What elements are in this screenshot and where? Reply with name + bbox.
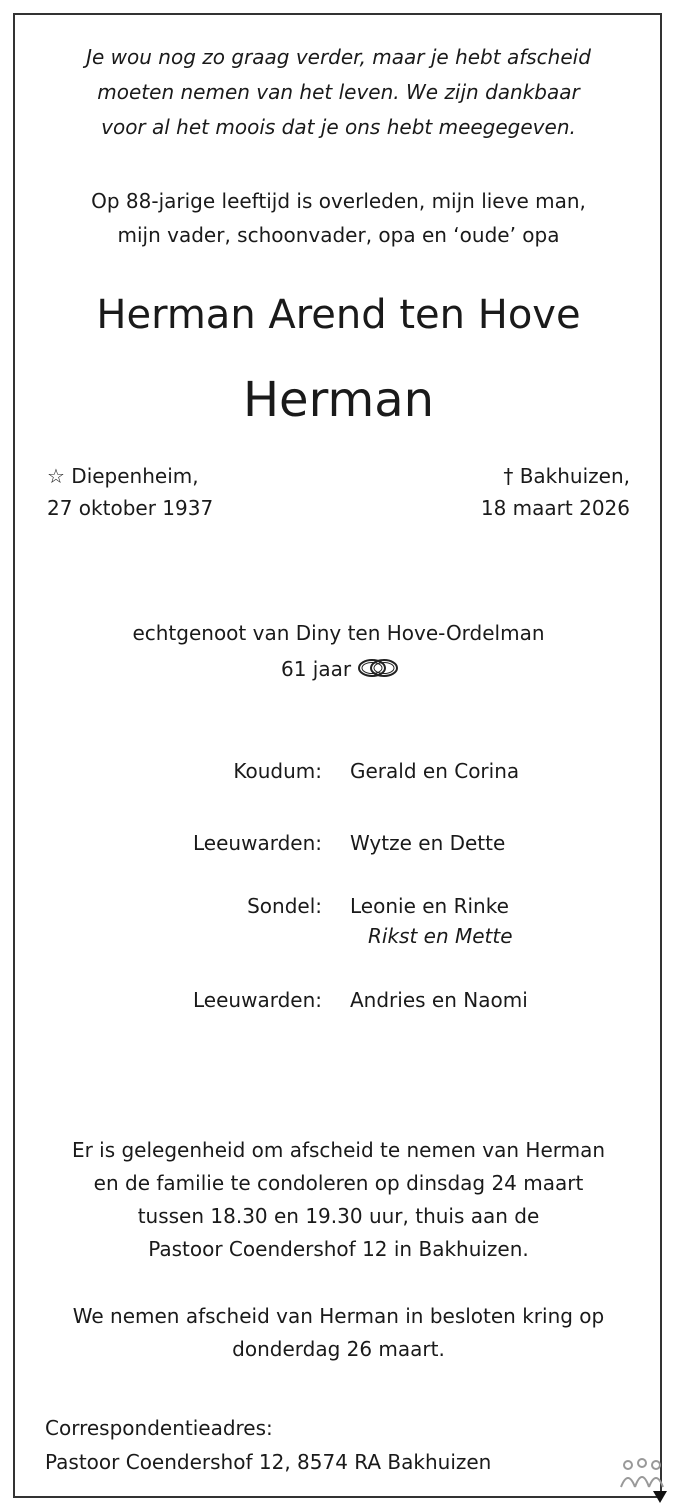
farewell-line: We nemen afscheid van Herman in besloten kring op bbox=[72, 1304, 605, 1328]
family-names: Gerald en Corina bbox=[350, 759, 520, 783]
birth-date: 27 oktober 1937 bbox=[47, 496, 214, 520]
correspondence-address: Pastoor Coendershof 12, 8574 RA Bakhuizen bbox=[45, 1450, 492, 1474]
call-name: Herman bbox=[242, 372, 435, 428]
birth-place-line bbox=[47, 464, 199, 488]
family-place: Sondel: bbox=[247, 894, 322, 918]
cross-icon: † bbox=[503, 464, 514, 488]
intro-line: Op 88-jarige leeftijd is overleden, mijn lieve man, bbox=[91, 189, 586, 213]
spouse-line: echtgenoot van Diny ten Hove-Ordelman bbox=[132, 621, 545, 645]
wedding-rings-icon bbox=[357, 657, 399, 679]
grandchildren-names: Rikst en Mette bbox=[368, 924, 513, 948]
visitation-line: en de familie te condoleren op dinsdag 24 maart bbox=[93, 1171, 584, 1195]
family-place: Leeuwarden: bbox=[193, 831, 322, 855]
family-place: Koudum: bbox=[233, 759, 322, 783]
visitation-line: Er is gelegenheid om afscheid te nemen van Herman bbox=[71, 1138, 606, 1162]
intro-line: mijn vader, schoonvader, opa en ‘oude’ opa bbox=[117, 223, 560, 247]
poem-line: Je wou nog zo graag verder, maar je hebt afscheid bbox=[86, 45, 591, 69]
marriage-years: 61 jaar bbox=[281, 657, 352, 681]
poem-line: moeten nemen van het leven. We zijn dankbaar bbox=[97, 80, 580, 104]
family-names: Leonie en Rinke bbox=[350, 894, 509, 918]
birth-place: Diepenheim, bbox=[71, 464, 199, 488]
correspondence-label: Correspondentieadres: bbox=[45, 1416, 273, 1440]
full-name: Herman Arend ten Hove bbox=[96, 292, 581, 338]
poem-line: voor al het moois dat je ons hebt meegegeven. bbox=[101, 115, 576, 139]
marriage-line bbox=[281, 657, 351, 681]
family-names: Wytze en Dette bbox=[350, 831, 506, 855]
star-icon: ☆ bbox=[47, 464, 65, 488]
visitation-line: Pastoor Coendershof 12 in Bakhuizen. bbox=[148, 1237, 529, 1261]
farewell-line: donderdag 26 maart. bbox=[232, 1337, 445, 1361]
triangle-down-icon[interactable] bbox=[652, 1490, 668, 1504]
family-place: Leeuwarden: bbox=[193, 988, 322, 1012]
family-names: Andries en Naomi bbox=[350, 988, 528, 1012]
visitation-line: tussen 18.30 en 19.30 uur, thuis aan de bbox=[137, 1204, 540, 1228]
death-place-line bbox=[503, 464, 630, 488]
death-date: 18 maart 2026 bbox=[480, 496, 630, 520]
death-place: Bakhuizen, bbox=[519, 464, 630, 488]
